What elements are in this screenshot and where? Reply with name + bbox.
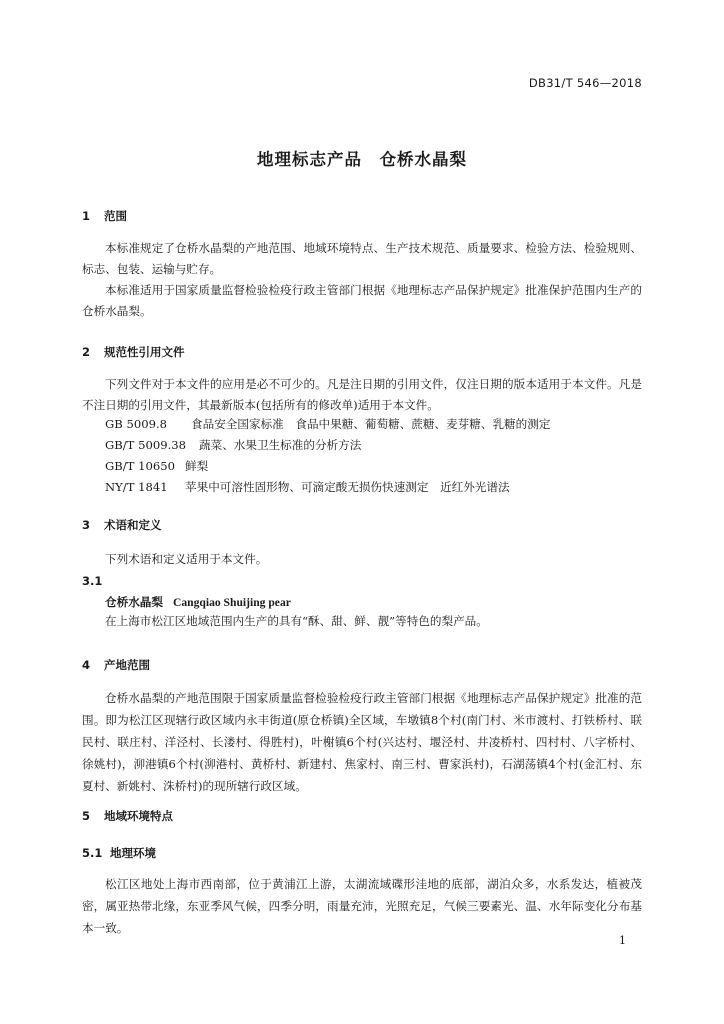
term-definition: 在上海市松江区地域范围内生产的具有“酥、甜、鲜、靓”等特色的梨产品。 <box>105 614 488 628</box>
section-3-paragraph-1: 下列术语和定义适用于本文件。 <box>105 552 268 566</box>
section-number: 4 <box>82 658 91 672</box>
section-number: 3 <box>82 518 91 532</box>
section-title: 规范性引用文件 <box>104 345 185 359</box>
term-english: Cangqiao Shuijing pear <box>172 596 291 609</box>
term-number: 3.1 <box>82 574 103 588</box>
subsection-5-1-paragraph-1: 松江区地处上海市西南部，位于黄浦江上游，太湖流域碟形洼地的底部，湖泊众多，水系发达，植被茂密，属亚热带北缘，东亚季风气候，四季分明，雨量充沛，光照充足，气候三要素光、温、水年际变化分布基本一致。 <box>82 877 642 935</box>
reference-title: 食品安全国家标准 食品中果糖、葡萄糖、蔗糖、麦芽糖、乳糖的测定 <box>191 417 551 431</box>
reference-code: GB 5009.8 <box>105 417 168 431</box>
standard-code: DB31/T 546—2018 <box>528 76 642 90</box>
reference-title: 鲜梨 <box>185 459 209 473</box>
section-1-heading <box>82 208 127 224</box>
term-heading <box>105 594 291 610</box>
section-1-paragraph-1: 本标准规定了仓桥水晶梨的产地范围、地域环境特点、生产技术规范、质量要求、检验方法、检验规则、标志、包装、运输与贮存。 <box>82 241 642 276</box>
reference-code: GB/T 10650 <box>105 459 175 473</box>
reference-item <box>105 458 208 474</box>
section-title: 范围 <box>104 209 127 223</box>
subsection-5-1-heading <box>82 845 156 861</box>
reference-item <box>105 479 510 495</box>
section-5-heading <box>82 808 173 824</box>
section-2-heading <box>82 344 185 360</box>
reference-title: 苹果中可溶性固形物、可滴定酸无损伤快速测定 近红外光谱法 <box>185 480 510 494</box>
reference-item <box>105 416 550 432</box>
section-3-heading <box>82 517 162 533</box>
section-title: 地域环境特点 <box>104 809 173 823</box>
reference-title: 蔬菜、水果卫生标准的分析方法 <box>199 438 362 452</box>
section-2-paragraph-1: 下列文件对于本文件的应用是必不可少的。凡是注日期的引用文件，仅注日期的版本适用于本文件。凡是不注日期的引用文件，其最新版本(包括所有的修改单)适用于本文件。 <box>82 377 642 412</box>
reference-code: GB/T 5009.38 <box>105 438 187 452</box>
page-number: 1 <box>619 934 626 947</box>
section-title: 术语和定义 <box>104 518 162 532</box>
section-4-heading <box>82 657 150 673</box>
section-4-paragraph-1: 仓桥水晶梨的产地范围限于国家质量监督检验检疫行政主管部门根据《地理标志产品保护规定》批准的范围。即为松江区现辖行政区域内永丰街道(原仓桥镇)全区域，车墩镇8个村(南门村、米市渡村、打铁桥村、联民村、联庄村、洋泾村、长溇村、得胜村)，叶榭镇6个村(兴达村、堰泾村、井凌桥村、四村村、八字桥村、徐姚村)，泖港镇6个村(泖港村、黄桥村、新建村、焦家村、南三村、曹家浜村)，石湖荡镇4个村(金汇村、东夏村、新姚村、洙桥村)的现所辖行政区域。 <box>82 691 642 793</box>
section-number: 1 <box>82 209 91 223</box>
section-1-paragraph-2: 本标准适用于国家质量监督检验检疫行政主管部门根据《地理标志产品保护规定》批准保护范围内生产的仓桥水晶梨。 <box>82 283 642 318</box>
section-title: 产地范围 <box>104 658 150 672</box>
reference-code: NY/T 1841 <box>105 480 168 494</box>
reference-item <box>105 437 361 453</box>
term-chinese: 仓桥水晶梨 <box>105 595 163 609</box>
section-number: 2 <box>82 345 91 359</box>
section-number: 5 <box>82 809 91 823</box>
subsection-title: 地理环境 <box>110 846 156 860</box>
subsection-number: 5.1 <box>82 846 103 860</box>
document-title: 地理标志产品 仓桥水晶梨 <box>257 150 467 169</box>
